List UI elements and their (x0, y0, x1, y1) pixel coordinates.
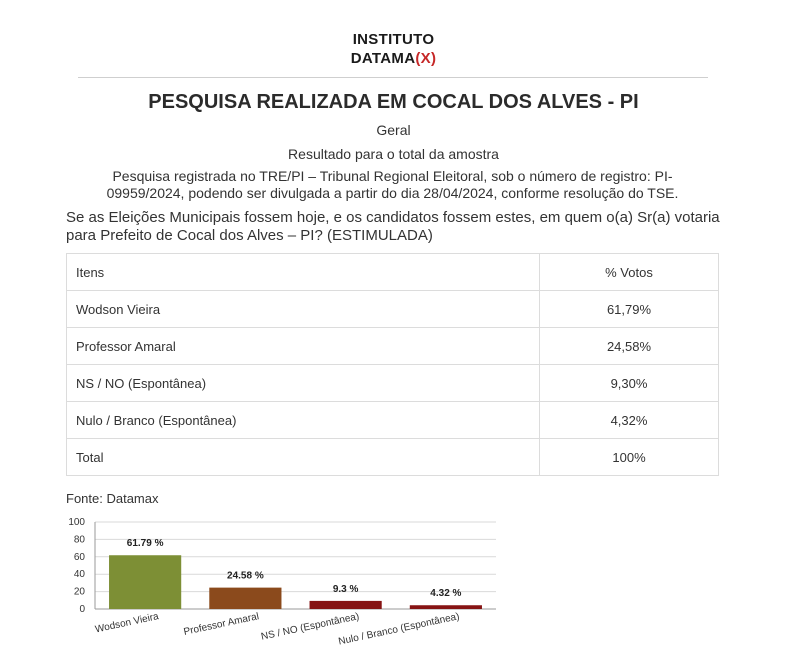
table-row (67, 291, 719, 328)
row-pct: 4,32% (540, 402, 719, 439)
row-pct: 24,58% (540, 328, 719, 365)
logo-x: X (420, 50, 431, 67)
logo-line-2 (0, 49, 787, 68)
bar (310, 601, 382, 609)
registration-note: Pesquisa registrada no TRE/PI – Tribunal Regional Eleitoral, sob o número de registro: PI-09959/2024, podendo ser divulgada a partir do dia 28/04/2024, conforme resolução do TSE. (106, 168, 679, 201)
y-tick-label: 20 (73, 586, 85, 598)
x-tick-label: Professor Amaral (182, 611, 260, 638)
survey-question: Se as Eleições Municipais fossem hoje, e os candidatos fossem estes, em quem o(a) Sr(a) votaria para Prefeito de Cocal dos Alves – PI? (ESTIMULADA) (66, 209, 720, 244)
bar (209, 588, 281, 609)
header-divider (78, 77, 708, 78)
logo (0, 30, 787, 68)
data-label: 24.58 % (227, 570, 264, 582)
y-tick-label: 60 (73, 551, 85, 563)
scope-label: Geral (376, 122, 411, 138)
row-item: Nulo / Branco (Espontânea) (67, 402, 540, 439)
logo-bracket-close: ) (430, 50, 437, 67)
data-label: 61.79 % (126, 538, 164, 550)
logo-bracket-open: ( (415, 50, 421, 67)
row-item: Professor Amaral (67, 328, 540, 365)
bar (410, 605, 482, 609)
row-pct: 61,79% (540, 291, 719, 328)
y-tick-label: 40 (73, 569, 85, 581)
results-table (66, 253, 719, 476)
logo-line-1: INSTITUTO (352, 31, 435, 48)
row-item: Wodson Vieira (67, 291, 540, 328)
x-tick-label: Wodson Vieira (94, 611, 160, 636)
data-label: 4.32 % (430, 588, 462, 600)
y-tick-label: 100 (68, 517, 85, 528)
row-pct: 9,30% (540, 365, 719, 402)
header-items: Itens (67, 254, 540, 291)
table-row (67, 365, 719, 402)
page-title: PESQUISA REALIZADA EM COCAL DOS ALVES - PI (148, 91, 639, 113)
y-tick-label: 0 (79, 604, 85, 615)
table-row (67, 402, 719, 439)
logo-x-mark (415, 50, 436, 67)
row-item: NS / NO (Espontânea) (67, 365, 540, 402)
row-item: Total (67, 439, 540, 476)
source-label: Fonte: Datamax (66, 491, 159, 506)
row-pct: 100% (540, 439, 719, 476)
result-label: Resultado para o total da amostra (288, 146, 499, 162)
bar (109, 555, 181, 609)
table-row (67, 328, 719, 365)
x-tick-label: Nulo / Branco (Espontânea) (337, 611, 461, 648)
table-header-row (67, 254, 719, 291)
table-row (67, 439, 719, 476)
bar-chart (60, 512, 510, 662)
data-label: 9.3 % (332, 583, 359, 595)
y-tick-label: 80 (73, 534, 85, 546)
header-votes: % Votos (540, 254, 719, 291)
logo-name: DATAMA (350, 50, 416, 67)
x-tick-label: NS / NO (Espontânea) (260, 611, 361, 643)
